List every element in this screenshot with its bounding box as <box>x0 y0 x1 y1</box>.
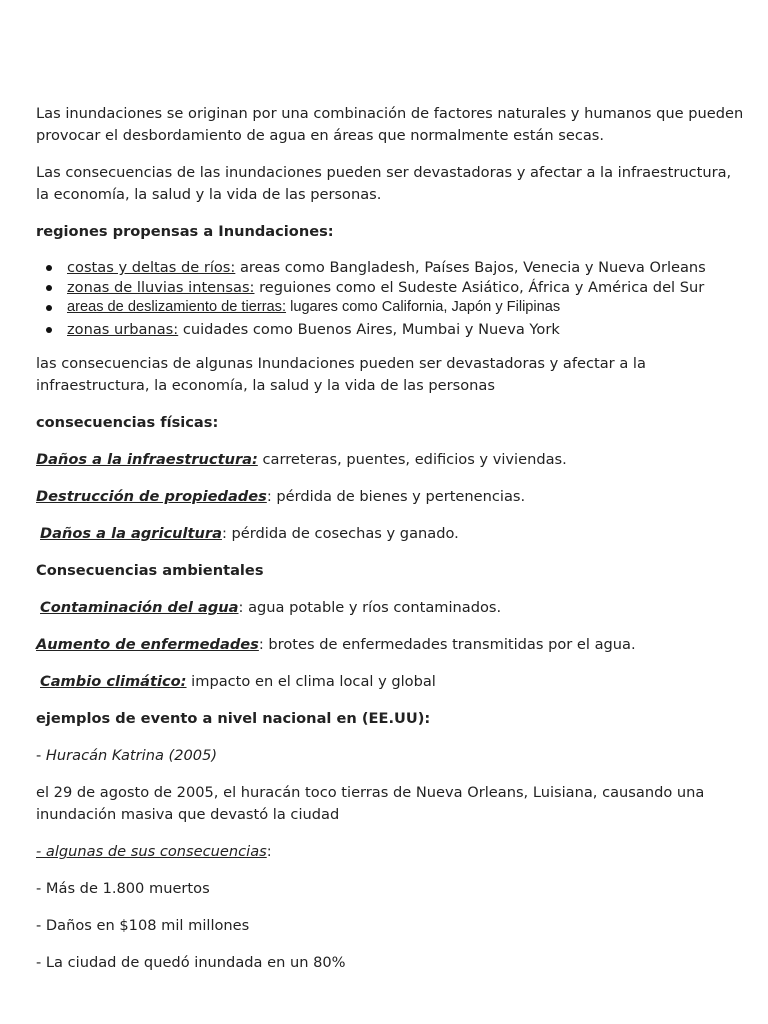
event-prefix: - <box>36 747 46 764</box>
physical-desc: : pérdida de bienes y pertenencias. <box>266 488 526 505</box>
physical-item-infrastructure <box>36 449 748 471</box>
environmental-term: Contaminación del agua <box>40 599 239 616</box>
environmental-heading: Consecuencias ambientales <box>36 562 264 579</box>
consequence-item: - Más de 1.800 muertos <box>36 880 210 897</box>
physical-heading: consecuencias físicas: <box>36 414 219 431</box>
physical-term: Daños a la agricultura <box>40 525 222 542</box>
physical-term: Destrucción de propiedades <box>36 488 267 505</box>
bullet-icon <box>46 305 52 311</box>
environmental-desc: impacto en el clima local y global <box>186 673 436 690</box>
environmental-desc: : agua potable y ríos contaminados. <box>238 599 502 616</box>
region-term: costas y deltas de ríos: <box>67 259 236 276</box>
environmental-item-water <box>36 597 748 619</box>
physical-desc: carreteras, puentes, edificios y viviendas. <box>257 451 567 468</box>
examples-heading: ejemplos de evento a nivel nacional en (EE.UU): <box>36 710 431 727</box>
physical-item-agriculture <box>36 523 748 545</box>
physical-desc: : pérdida de cosechas y ganado. <box>221 525 459 542</box>
environmental-term: Aumento de enfermedades <box>36 636 259 653</box>
intro-paragraph-1: Las inundaciones se originan por una combinación de factores naturales y humanos que pueden provocar el desbordamiento de agua en áreas que normalmente están secas. <box>36 105 744 144</box>
environmental-item-disease <box>36 634 748 656</box>
event-title: Huracán Katrina (2005) <box>45 747 218 764</box>
bullet-icon <box>46 265 52 271</box>
region-term: zonas de lluvias intensas: <box>67 279 255 296</box>
consequence-item: - La ciudad de quedó inundada en un 80% <box>36 954 346 971</box>
event-title-line <box>36 745 748 767</box>
physical-term: Daños a la infraestructura: <box>36 451 258 468</box>
regions-heading: regiones propensas a Inundaciones: <box>36 223 334 240</box>
event-description: el 29 de agosto de 2005, el huracán toco tierras de Nueva Orleans, Luisiana, causando una inundación masiva que devastó la ciudad <box>36 784 705 823</box>
region-desc: lugares como California, Japón y Filipinas <box>286 299 561 315</box>
subheading-suffix: : <box>266 843 272 860</box>
region-desc: areas como Bangladesh, Países Bajos, Venecia y Nueva Orleans <box>235 259 706 276</box>
region-item-urban <box>36 320 748 340</box>
consequences-subheading-line <box>36 841 748 863</box>
environmental-desc: : brotes de enfermedades transmitidas por el agua. <box>258 636 636 653</box>
intro-paragraph-2: Las consecuencias de las inundaciones pueden ser devastadoras y afectar a la infraestructura, la economía, la salud y la vida de las personas. <box>36 164 732 203</box>
region-desc: reguiones como el Sudeste Asiático, África y América del Sur <box>254 279 705 296</box>
environmental-item-climate <box>36 671 748 693</box>
consequences-subheading: - algunas de sus consecuencias <box>36 843 267 860</box>
document-body <box>36 103 748 974</box>
consequence-item: - Daños en $108 mil millones <box>36 917 250 934</box>
region-term: zonas urbanas: <box>67 321 179 338</box>
bullet-icon <box>46 327 52 333</box>
physical-item-property <box>36 486 748 508</box>
region-item-coasts <box>36 258 748 278</box>
region-desc: cuidades como Buenos Aires, Mumbai y Nueva York <box>178 321 560 338</box>
environmental-term: Cambio climático: <box>40 673 187 690</box>
region-term: areas de deslizamiento de tierras: <box>67 299 287 315</box>
consequences-intro: las consecuencias de algunas Inundaciones pueden ser devastadoras y afectar a la infraestructura, la economía, la salud y la vida de las personas <box>36 355 646 394</box>
regions-list <box>36 258 748 340</box>
region-item-landslide <box>36 298 748 317</box>
region-item-rain <box>36 278 748 298</box>
bullet-icon <box>46 285 52 291</box>
